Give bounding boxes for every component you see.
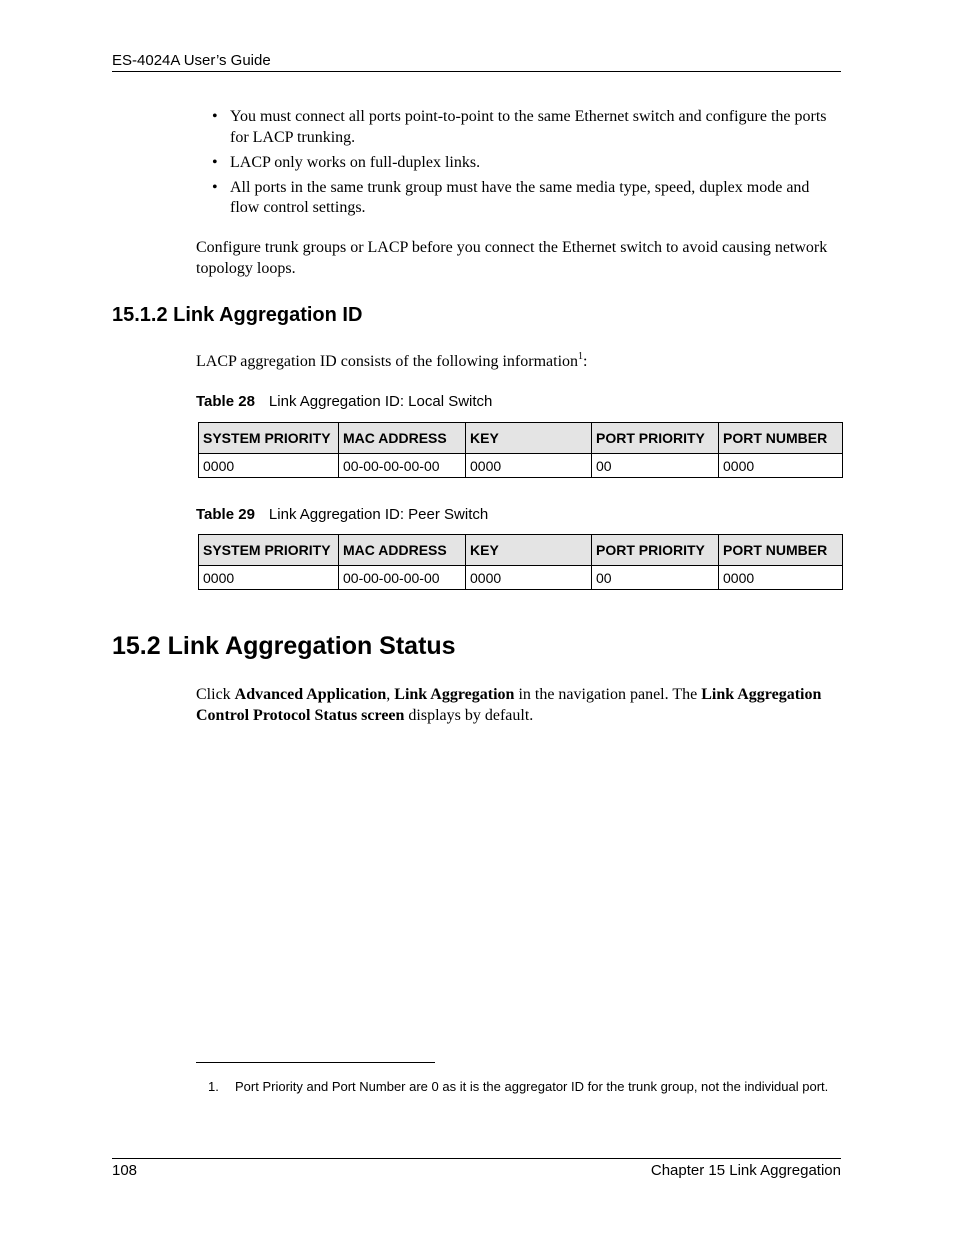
table-cell: 0000 [199,566,339,590]
footnote-number: 1. [208,1079,219,1094]
column-header: PORT PRIORITY [592,535,719,566]
trunk-config-paragraph: Configure trunk groups or LACP before you connect the Ethernet switch to avoid causing network topology loops. [196,239,828,277]
table-29-caption [196,506,488,523]
column-header: PORT PRIORITY [592,423,719,454]
table-28-caption [196,393,492,410]
requirements-list [196,107,841,223]
list-item-text: LACP only works on full-duplex links. [230,153,481,171]
page-number: 108 [112,1162,138,1179]
bullet-icon: • [212,108,218,125]
instruction-text: Click [196,686,235,703]
list-item [196,178,841,219]
column-header: PORT NUMBER [719,423,843,454]
table-cell: 0000 [466,454,592,478]
table-caption-text: Link Aggregation ID: Local Switch [268,393,493,410]
screen-reference-lacp-status: Link Aggregation Control Protocol Status screen [196,686,822,724]
table-cell: 0000 [719,566,843,590]
column-header: SYSTEM PRIORITY [199,423,339,454]
intro-text: LACP aggregation ID consists of the following information [196,353,579,370]
bullet-icon: • [212,153,218,171]
footnote-reference[interactable]: 1 [578,351,584,362]
local-switch-table [198,422,843,478]
table-row [199,454,843,478]
menu-reference-advanced-application: Advanced Application [234,686,387,703]
table-header-row [199,423,843,454]
section-heading-link-aggregation-status: 15.2 Link Aggregation Status [112,632,456,660]
column-header: SYSTEM PRIORITY [199,535,339,566]
peer-switch-table [198,534,843,590]
column-header: MAC ADDRESS [339,423,466,454]
table-cell: 00 [592,566,719,590]
column-header: PORT NUMBER [719,535,843,566]
table-row [199,566,843,590]
table-cell: 0000 [719,454,843,478]
footnote-text: Port Priority and Port Number are 0 as it is the aggregator ID for the trunk group, not the individual port. [235,1079,829,1094]
table-label: Table 29 [196,506,255,523]
menu-reference-link-aggregation: Link Aggregation [394,686,515,703]
header-rule [112,71,841,72]
footnote-rule [196,1062,435,1063]
footer-rule [112,1158,841,1159]
column-header: KEY [466,423,592,454]
table-label: Table 28 [196,393,255,410]
table-cell: 0000 [199,454,339,478]
table-cell: 00-00-00-00-00 [339,566,466,590]
table-cell: 00 [592,454,719,478]
list-item [196,107,841,148]
list-item-text: You must connect all ports point-to-point to the same Ethernet switch and configure the ports for LACP trunking. [230,108,827,146]
column-header: MAC ADDRESS [339,535,466,566]
bullet-icon: • [212,178,218,196]
aggregation-id-intro [196,352,587,372]
table-header-row [199,535,843,566]
running-header-title: ES-4024A User’s Guide [112,52,271,69]
chapter-title: Chapter 15 Link Aggregation [650,1162,841,1179]
list-item [196,153,841,174]
intro-end: : [583,353,588,370]
navigation-instructions [196,685,841,726]
instruction-text: in the navigation panel. The [514,686,702,703]
table-cell: 00-00-00-00-00 [339,454,466,478]
list-item-text: All ports in the same trunk group must have the same media type, speed, duplex mode and flow control settings. [230,178,810,216]
section-heading-link-aggregation-id: 15.1.2 Link Aggregation ID [112,304,363,326]
table-caption-text: Link Aggregation ID: Peer Switch [268,506,489,523]
instruction-text: displays by default. [404,706,534,724]
instruction-text: , [386,686,395,703]
table-cell: 0000 [466,566,592,590]
column-header: KEY [466,535,592,566]
